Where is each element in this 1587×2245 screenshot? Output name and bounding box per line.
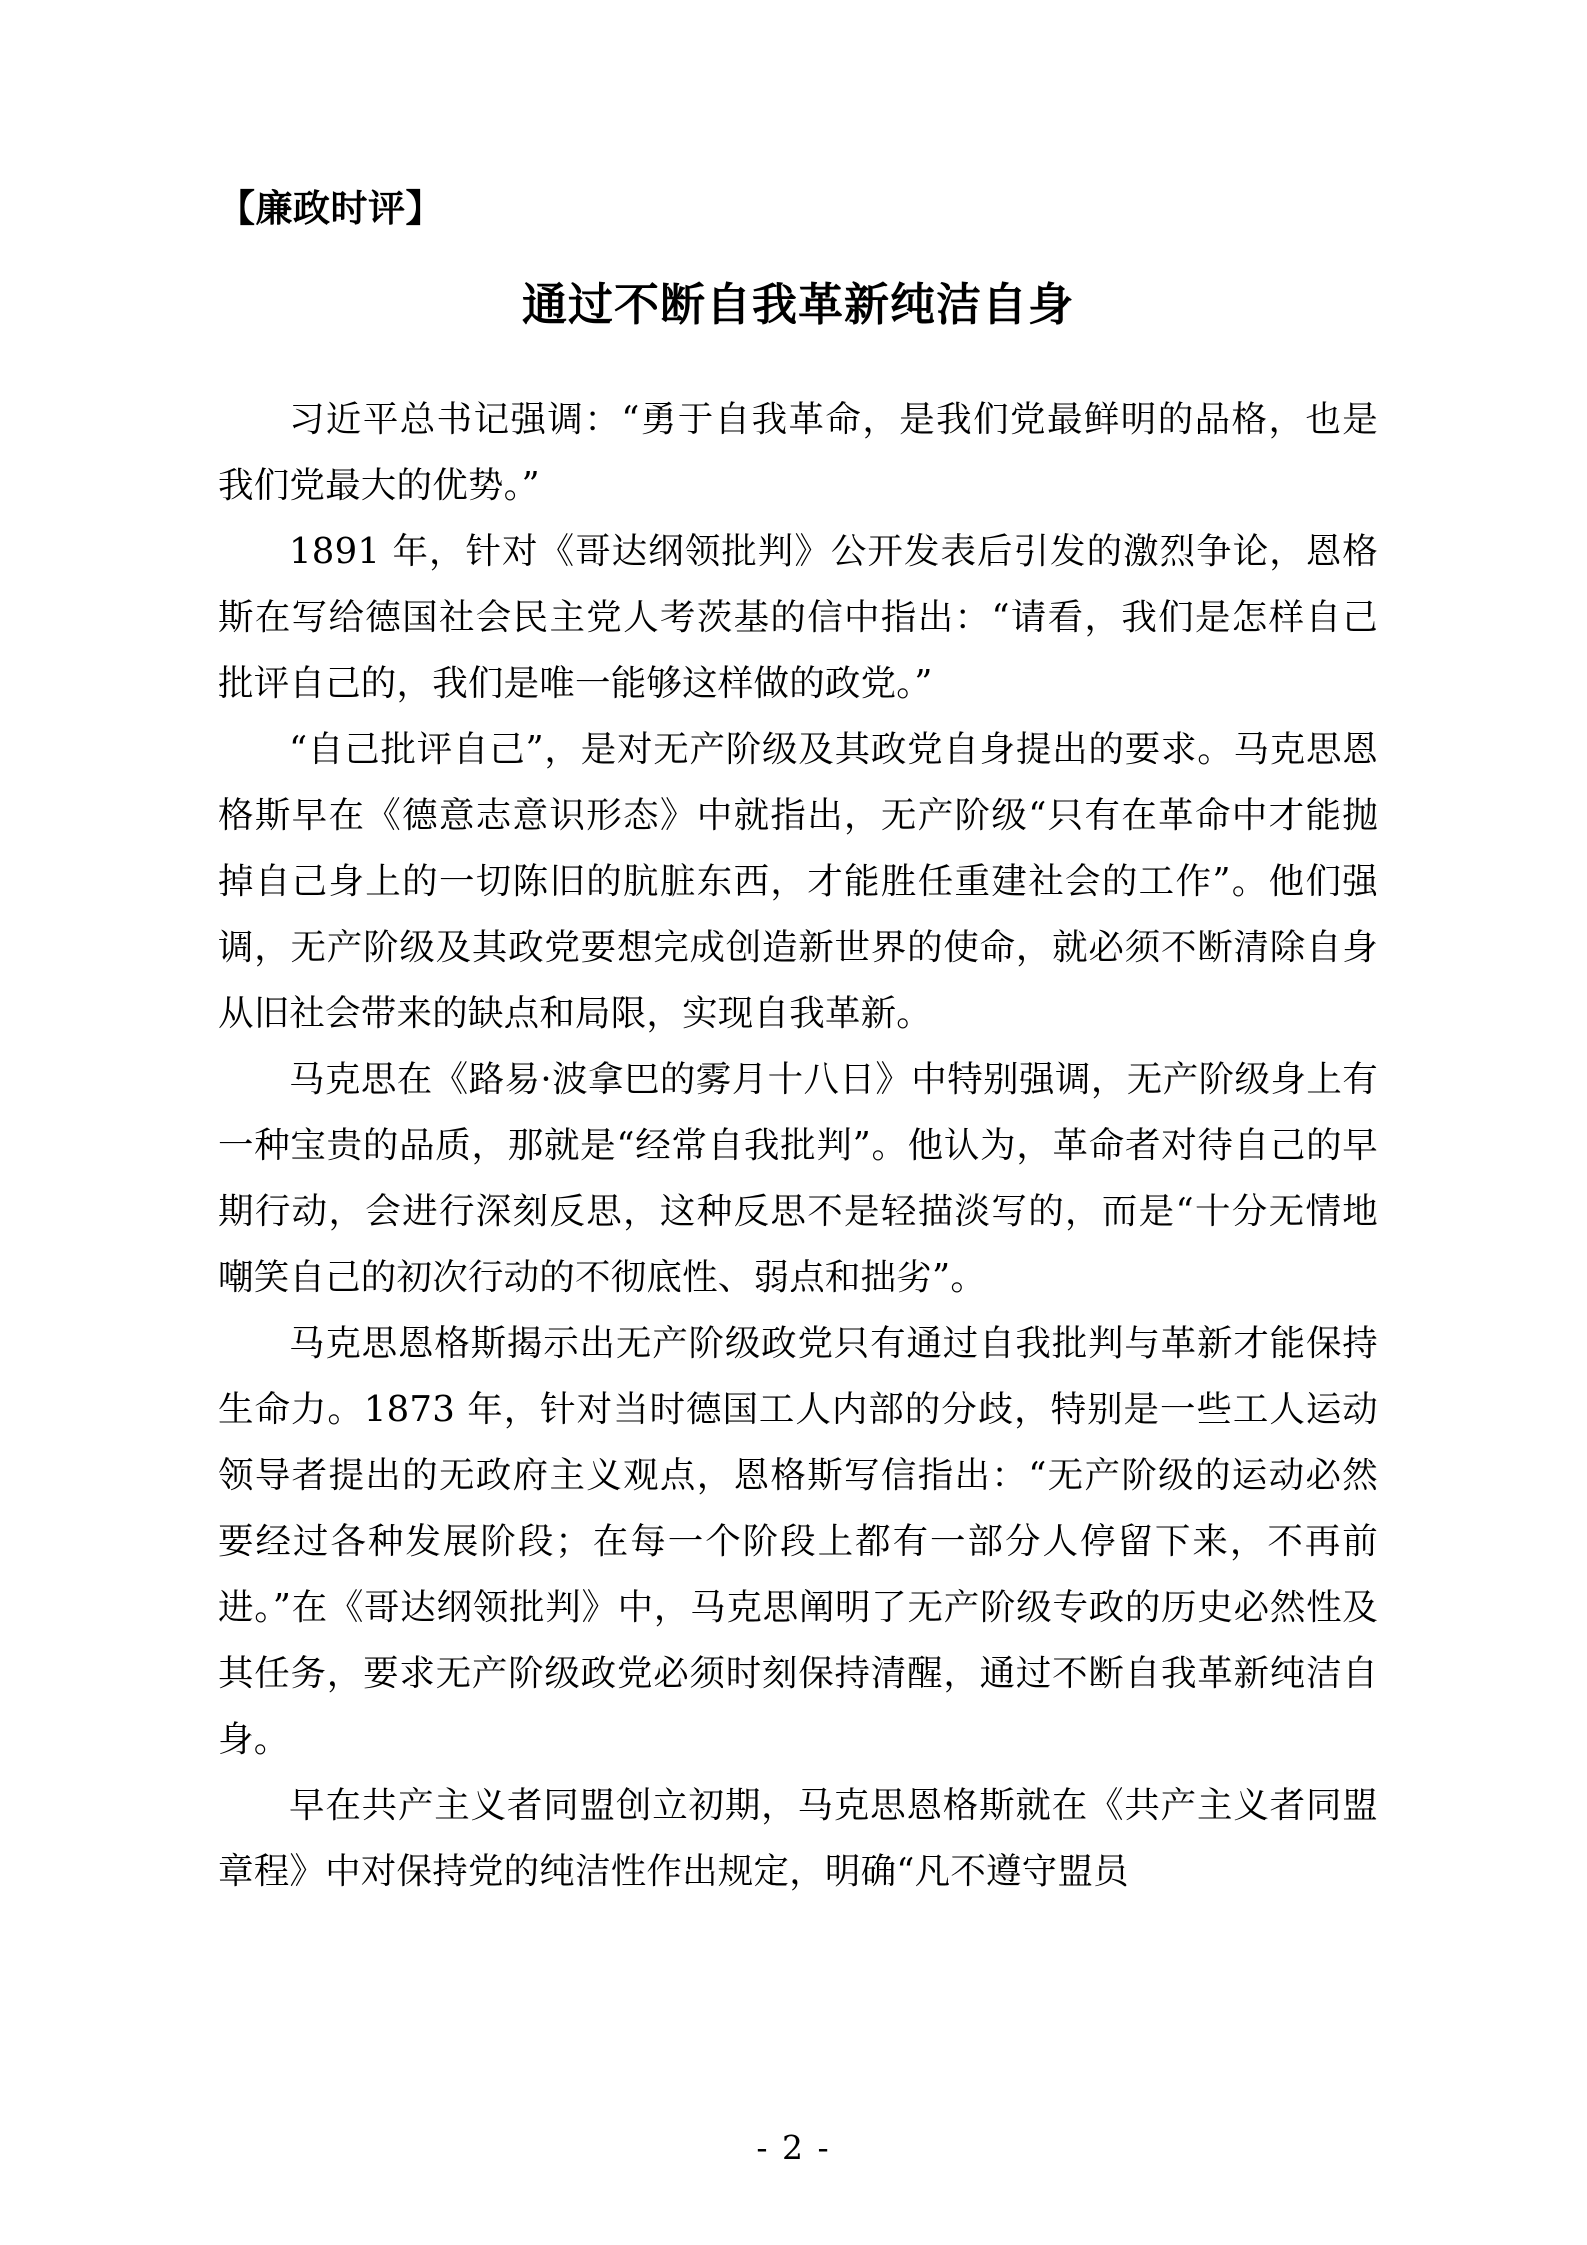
paragraph: 习近平总书记强调：“勇于自我革命，是我们党最鲜明的品格，也是我们党最大的优势。” [218, 398, 1378, 506]
page-title: 通过不断自我革新纯洁自身 [521, 278, 1074, 332]
paragraph: “自己批评自己”，是对无产阶级及其政党自身提出的要求。马克思恩格斯早在《德意志意识形态》中就指出，无产阶级“只有在革命中才能抛掉自己身上的一切陈旧的肮脏东西，才能胜任重建社会的工作”。他们强调，无产阶级及其政党要想完成创造新世界的使命，就必须不断清除自身从旧社会带来的缺点和局限，实现自我革新。 [218, 728, 1378, 1034]
paragraph: 早在共产主义者同盟创立初期，马克思恩格斯就在《共产主义者同盟章程》中对保持党的纯洁性作出规定，明确“凡不遵守盟员 [218, 1784, 1378, 1892]
article-body [218, 387, 1378, 1905]
paragraph: 1891 年，针对《哥达纲领批判》公开发表后引发的激烈争论，恩格斯在写给德国社会民主党人考茨基的信中指出：“请看，我们是怎样自己批评自己的，我们是唯一能够这样做的政党。” [218, 530, 1378, 704]
page-number: - 2 - [756, 2128, 831, 2167]
column-kicker: 【廉政时评】 [218, 186, 443, 230]
document-content [218, 186, 1378, 1905]
paragraph: 马克思在《路易·波拿巴的雾月十八日》中特别强调，无产阶级身上有一种宝贵的品质，那就是“经常自我批判”。他认为，革命者对待自己的早期行动，会进行深刻反思，这种反思不是轻描淡写的，而是“十分无情地嘲笑自己的初次行动的不彻底性、弱点和拙劣”。 [218, 1058, 1378, 1298]
paragraph: 马克思恩格斯揭示出无产阶级政党只有通过自我批判与革新才能保持生命力。1873 年，针对当时德国工人内部的分歧，特别是一些工人运动领导者提出的无政府主义观点，恩格斯写信指出：“无产阶级的运动必然要经过各种发展阶段；在每一个阶段上都有一部分人停留下来，不再前进。”在《哥达纲领批判》中，马克思阐明了无产阶级专政的历史必然性及其任务，要求无产阶级政党必须时刻保持清醒，通过不断自我革新纯洁自身。 [218, 1322, 1378, 1760]
